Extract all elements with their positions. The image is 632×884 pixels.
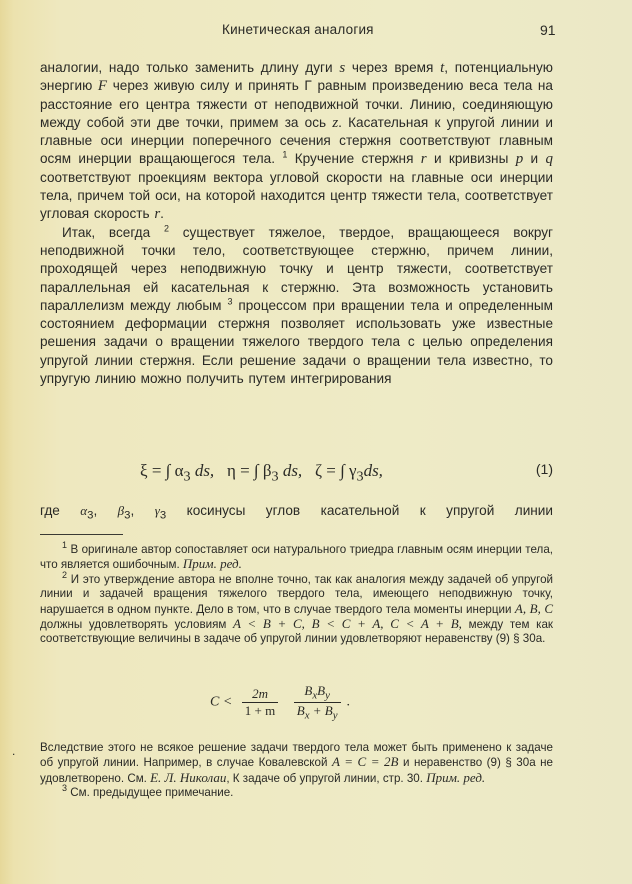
footnote-separator <box>40 534 123 535</box>
running-title: Кинетическая аналогия <box>222 22 374 37</box>
footnote-1: $^1$ В оригинале автор сопоставляет оси натурального триедра главным осям инерции тела, что является ошибочным. Прим. ред. <box>40 540 553 572</box>
running-head <box>0 22 632 42</box>
main-text <box>40 59 553 388</box>
stray-mark: . <box>12 744 16 758</box>
paragraph-2: Итак, всегда $^2$ существует тяжелое, твердое, вращающееся вокруг неподвижной точки тело, соответствующее стержню, причем линии, проходящей через неподвижную точку и центр тяжести, соответствует параллельная ей касательная к стержню. Эта возможность установить параллелизм между любым $^3$ процессом при вращении тела и определенным состоянием деформации стержня позволяет использовать уже известные решения задачи о вращении тяжелого твердого тела с целью определения упругой линии стержня. Если решение задачи о вращении тела известно, то упругую линию можно получить путем интегрирования <box>40 223 553 387</box>
footnote-ref-2[interactable]: 2 <box>163 223 169 234</box>
equation-1-expression: ξ = ∫ $\alpha_3$ ds, η = ∫ $\beta_3$ ds, ζ = ∫ $\gamma_3ds$, <box>140 461 383 485</box>
footnote-ref-1[interactable]: 1 <box>282 149 288 160</box>
equation-2: C < $\frac{2m}{1 + m}$ $\frac{B_xB_y}{B_x + B_y}$ . <box>210 683 351 722</box>
footnote-2-continued: Вследствие этого не всякое решение задачи твердого тела может быть применено к задаче об упругой линии. Например, в случае Ковалевской A = C = 2B и неравенство (9) § 30а не удовлетворено. См. Е. Л. Николаи, К задаче об упругой линии, стр. 30. Прим. ред. <box>40 741 554 785</box>
equation-1-number: (1) <box>535 461 553 477</box>
footnote-ref-3[interactable]: 3 <box>227 296 233 307</box>
footnotes <box>40 540 553 647</box>
footnote-2: $^2$ И это утверждение автора не вполне точно, так как аналогия между задачей об упругой линии и задачей вращения тяжелого твердого тела, имеющего неподвижную точку, нарушается в одном пункте. Дело в том, что в случае твердого тела моменты инерции A, B, C должны удовлетворять условиям A < B + C, B < C + A, C < A + B, между тем как соответствующие величины в задаче об упругой линии удовлетворяют неравенству (9) § 30а. <box>40 569 553 646</box>
equation-1 <box>40 455 553 489</box>
where-line: где $\alpha_3$, $\beta_3$, $\gamma_3$ косинусы углов касательной к упругой линии <box>40 503 553 522</box>
fraction-2m: $\frac{2m}{1 + m}$ <box>242 686 278 719</box>
paragraph-1: аналогии, надо только заменить длину дуги s через время t, потенциальную энергию F через живую силу и принять Γ равным произведению веса тела на расстояние его центра тяжести от неподвижной точки. Линию, соединяющую между собой эти две точки, примем за ось z. Касательная к упругой линии и главные оси инерции поперечного сечения стержня соответствуют главным осям инерции вращающегося тела. $^1$ Кручение стержня r и кривизны p и q соответствуют проекциям вектора угловой скорости на главные оси инерции тела, причем той оси, на которой находится центр тяжести тела, соответствует угловая скорость r. <box>40 60 554 223</box>
page-number: 91 <box>540 22 556 38</box>
footnotes-continued <box>40 741 553 801</box>
fraction-bxby: $\frac{B_xB_y}{B_x + B_y}$ <box>294 683 341 721</box>
footnote-3: $^3$ См. предыдущее примечание. <box>62 783 234 800</box>
